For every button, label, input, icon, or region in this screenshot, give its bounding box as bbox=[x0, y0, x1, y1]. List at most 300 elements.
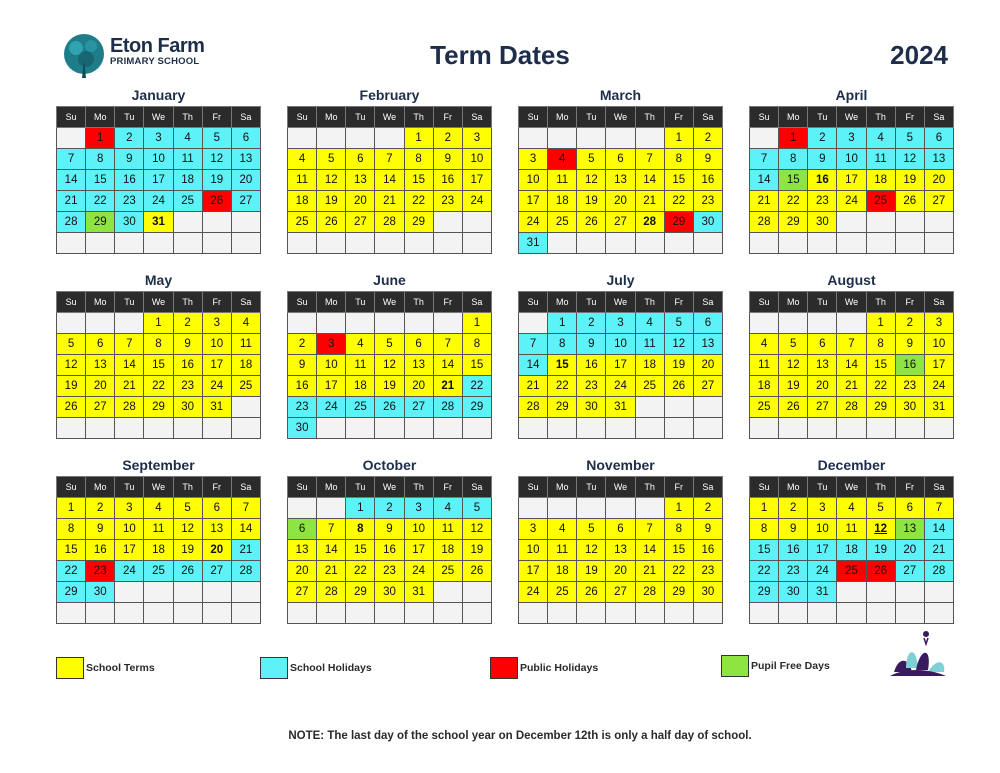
year-label: 2024 bbox=[890, 40, 948, 70]
empty-cell bbox=[173, 582, 202, 603]
day-cell: 7 bbox=[317, 519, 346, 540]
week-row bbox=[519, 233, 723, 254]
day-cell: 13 bbox=[288, 540, 317, 561]
day-cell: 25 bbox=[866, 191, 895, 212]
day-cell: 18 bbox=[750, 376, 779, 397]
empty-cell bbox=[837, 582, 866, 603]
empty-cell bbox=[577, 233, 606, 254]
day-cell: 27 bbox=[346, 212, 375, 233]
weekday-header: Su bbox=[519, 292, 548, 313]
day-cell: 28 bbox=[375, 212, 404, 233]
day-cell: 17 bbox=[317, 376, 346, 397]
empty-cell bbox=[837, 418, 866, 439]
weekday-header: Th bbox=[635, 107, 664, 128]
weekday-header: Su bbox=[57, 477, 86, 498]
day-cell: 30 bbox=[115, 212, 144, 233]
month-february bbox=[287, 84, 492, 254]
day-cell: 19 bbox=[317, 191, 346, 212]
empty-cell bbox=[635, 498, 664, 519]
empty-cell bbox=[895, 603, 924, 624]
empty-cell bbox=[404, 603, 433, 624]
day-cell: 30 bbox=[693, 212, 722, 233]
day-cell: 6 bbox=[693, 313, 722, 334]
weekday-header: Tu bbox=[115, 107, 144, 128]
empty-cell bbox=[173, 418, 202, 439]
month-table bbox=[749, 476, 954, 624]
day-cell: 5 bbox=[895, 128, 924, 149]
empty-cell bbox=[317, 603, 346, 624]
day-cell: 7 bbox=[115, 334, 144, 355]
day-cell: 27 bbox=[231, 191, 260, 212]
day-cell: 26 bbox=[317, 212, 346, 233]
day-cell: 21 bbox=[837, 376, 866, 397]
logo-subtitle: PRIMARY SCHOOL bbox=[110, 56, 200, 67]
weekday-header: Su bbox=[750, 107, 779, 128]
day-cell: 23 bbox=[375, 561, 404, 582]
day-cell: 7 bbox=[750, 149, 779, 170]
empty-cell bbox=[519, 603, 548, 624]
day-cell: 21 bbox=[317, 561, 346, 582]
day-cell: 6 bbox=[86, 334, 115, 355]
empty-cell bbox=[404, 418, 433, 439]
day-cell: 19 bbox=[779, 376, 808, 397]
day-cell: 29 bbox=[86, 212, 115, 233]
day-cell: 29 bbox=[346, 582, 375, 603]
day-cell: 25 bbox=[750, 397, 779, 418]
day-cell: 15 bbox=[346, 540, 375, 561]
day-cell: 3 bbox=[924, 313, 953, 334]
empty-cell bbox=[635, 397, 664, 418]
day-cell: 2 bbox=[895, 313, 924, 334]
day-cell: 8 bbox=[144, 334, 173, 355]
day-cell: 4 bbox=[231, 313, 260, 334]
day-cell: 27 bbox=[924, 191, 953, 212]
weekday-header: We bbox=[375, 477, 404, 498]
day-cell: 29 bbox=[664, 212, 693, 233]
weekday-header: Su bbox=[288, 292, 317, 313]
empty-cell bbox=[202, 212, 231, 233]
day-cell: 21 bbox=[57, 191, 86, 212]
day-cell: 2 bbox=[693, 498, 722, 519]
legend-label: Public Holidays bbox=[520, 662, 599, 674]
day-cell: 29 bbox=[462, 397, 491, 418]
day-cell: 30 bbox=[808, 212, 837, 233]
day-cell: 2 bbox=[375, 498, 404, 519]
empty-cell bbox=[693, 418, 722, 439]
weekday-header: Sa bbox=[462, 107, 491, 128]
week-row bbox=[519, 418, 723, 439]
empty-cell bbox=[866, 582, 895, 603]
empty-cell bbox=[924, 582, 953, 603]
weekday-header: Fr bbox=[895, 107, 924, 128]
weekday-header: Fr bbox=[433, 292, 462, 313]
day-cell: 31 bbox=[519, 233, 548, 254]
weekday-header: Tu bbox=[577, 477, 606, 498]
day-cell: 19 bbox=[866, 540, 895, 561]
day-cell: 29 bbox=[57, 582, 86, 603]
day-cell: 25 bbox=[635, 376, 664, 397]
weekday-header: Fr bbox=[895, 292, 924, 313]
weekday-header: Su bbox=[57, 107, 86, 128]
weekday-header: We bbox=[144, 107, 173, 128]
day-cell: 12 bbox=[577, 170, 606, 191]
empty-cell bbox=[462, 582, 491, 603]
day-cell: 1 bbox=[664, 498, 693, 519]
day-cell: 17 bbox=[837, 170, 866, 191]
day-cell: 30 bbox=[577, 397, 606, 418]
empty-cell bbox=[57, 128, 86, 149]
day-cell: 21 bbox=[115, 376, 144, 397]
empty-cell bbox=[519, 418, 548, 439]
day-cell: 23 bbox=[115, 191, 144, 212]
day-cell: 24 bbox=[317, 397, 346, 418]
weekday-header: Fr bbox=[664, 477, 693, 498]
day-cell: 6 bbox=[202, 498, 231, 519]
month-table bbox=[56, 291, 261, 439]
empty-cell bbox=[866, 603, 895, 624]
empty-cell bbox=[375, 233, 404, 254]
day-cell: 24 bbox=[144, 191, 173, 212]
legend-swatch bbox=[490, 657, 518, 679]
empty-cell bbox=[548, 418, 577, 439]
day-cell: 10 bbox=[519, 540, 548, 561]
empty-cell bbox=[606, 603, 635, 624]
weekday-header: Th bbox=[866, 107, 895, 128]
month-title: September bbox=[122, 457, 195, 473]
day-cell: 9 bbox=[86, 519, 115, 540]
empty-cell bbox=[375, 128, 404, 149]
day-cell: 3 bbox=[462, 128, 491, 149]
day-cell: 23 bbox=[577, 376, 606, 397]
week-row bbox=[57, 561, 261, 582]
week-row bbox=[57, 212, 261, 233]
empty-cell bbox=[375, 603, 404, 624]
empty-cell bbox=[346, 603, 375, 624]
day-cell: 24 bbox=[837, 191, 866, 212]
legend-swatch bbox=[260, 657, 288, 679]
day-cell: 24 bbox=[462, 191, 491, 212]
week-row bbox=[57, 582, 261, 603]
day-cell: 5 bbox=[664, 313, 693, 334]
day-cell: 3 bbox=[837, 128, 866, 149]
day-cell: 5 bbox=[577, 149, 606, 170]
day-cell: 12 bbox=[866, 519, 895, 540]
empty-cell bbox=[808, 418, 837, 439]
day-cell: 17 bbox=[519, 561, 548, 582]
day-cell: 5 bbox=[866, 498, 895, 519]
page-title: Term Dates bbox=[430, 40, 570, 70]
day-cell: 19 bbox=[895, 170, 924, 191]
empty-cell bbox=[779, 313, 808, 334]
day-cell: 27 bbox=[895, 561, 924, 582]
empty-cell bbox=[519, 128, 548, 149]
day-cell: 22 bbox=[462, 376, 491, 397]
empty-cell bbox=[346, 418, 375, 439]
day-cell: 20 bbox=[606, 191, 635, 212]
day-cell: 8 bbox=[57, 519, 86, 540]
day-cell: 22 bbox=[750, 561, 779, 582]
day-cell: 9 bbox=[895, 334, 924, 355]
day-cell: 28 bbox=[519, 397, 548, 418]
empty-cell bbox=[288, 498, 317, 519]
weekday-header: Th bbox=[635, 292, 664, 313]
day-cell: 14 bbox=[433, 355, 462, 376]
week-row bbox=[288, 418, 492, 439]
day-cell: 13 bbox=[895, 519, 924, 540]
day-cell: 3 bbox=[808, 498, 837, 519]
empty-cell bbox=[231, 397, 260, 418]
day-cell: 15 bbox=[750, 540, 779, 561]
empty-cell bbox=[115, 582, 144, 603]
day-cell: 6 bbox=[606, 519, 635, 540]
day-cell: 25 bbox=[144, 561, 173, 582]
empty-cell bbox=[173, 212, 202, 233]
empty-cell bbox=[895, 418, 924, 439]
day-cell: 15 bbox=[664, 170, 693, 191]
day-cell: 18 bbox=[837, 540, 866, 561]
day-cell: 25 bbox=[433, 561, 462, 582]
empty-cell bbox=[635, 603, 664, 624]
day-cell: 4 bbox=[837, 498, 866, 519]
day-cell: 12 bbox=[895, 149, 924, 170]
day-cell: 27 bbox=[404, 397, 433, 418]
month-june bbox=[287, 269, 492, 439]
month-table bbox=[56, 106, 261, 254]
empty-cell bbox=[779, 418, 808, 439]
weekday-header: We bbox=[837, 107, 866, 128]
empty-cell bbox=[895, 233, 924, 254]
week-row bbox=[519, 603, 723, 624]
day-cell: 29 bbox=[750, 582, 779, 603]
day-cell: 18 bbox=[548, 561, 577, 582]
weekday-header: Sa bbox=[924, 107, 953, 128]
day-cell: 21 bbox=[750, 191, 779, 212]
week-row bbox=[519, 170, 723, 191]
month-january bbox=[56, 84, 261, 254]
day-cell: 16 bbox=[433, 170, 462, 191]
day-cell: 9 bbox=[433, 149, 462, 170]
empty-cell bbox=[606, 128, 635, 149]
day-cell: 30 bbox=[288, 418, 317, 439]
week-row bbox=[519, 376, 723, 397]
empty-cell bbox=[144, 233, 173, 254]
weekday-header: Mo bbox=[548, 292, 577, 313]
day-cell: 2 bbox=[693, 128, 722, 149]
day-cell: 14 bbox=[519, 355, 548, 376]
day-cell: 13 bbox=[231, 149, 260, 170]
day-cell: 28 bbox=[57, 212, 86, 233]
day-cell: 13 bbox=[808, 355, 837, 376]
day-cell: 20 bbox=[808, 376, 837, 397]
weekday-header: Fr bbox=[664, 107, 693, 128]
day-cell: 20 bbox=[202, 540, 231, 561]
day-cell: 19 bbox=[57, 376, 86, 397]
day-cell: 14 bbox=[635, 170, 664, 191]
week-row bbox=[57, 519, 261, 540]
day-cell: 4 bbox=[548, 519, 577, 540]
day-cell: 18 bbox=[173, 170, 202, 191]
empty-cell bbox=[57, 313, 86, 334]
day-cell: 9 bbox=[288, 355, 317, 376]
day-cell: 11 bbox=[231, 334, 260, 355]
day-cell: 29 bbox=[779, 212, 808, 233]
day-cell: 25 bbox=[837, 561, 866, 582]
weekday-header: We bbox=[606, 477, 635, 498]
month-may bbox=[56, 269, 261, 439]
day-cell: 26 bbox=[866, 561, 895, 582]
empty-cell bbox=[635, 233, 664, 254]
weekday-header: Tu bbox=[115, 477, 144, 498]
day-cell: 11 bbox=[173, 149, 202, 170]
day-cell: 1 bbox=[144, 313, 173, 334]
month-september bbox=[56, 454, 261, 624]
day-cell: 2 bbox=[577, 313, 606, 334]
empty-cell bbox=[433, 313, 462, 334]
day-cell: 27 bbox=[606, 212, 635, 233]
week-row bbox=[519, 313, 723, 334]
day-cell: 21 bbox=[519, 376, 548, 397]
day-cell: 14 bbox=[750, 170, 779, 191]
empty-cell bbox=[86, 418, 115, 439]
empty-cell bbox=[202, 418, 231, 439]
weekday-header: Sa bbox=[231, 477, 260, 498]
legend-school-terms bbox=[56, 656, 155, 680]
day-cell: 12 bbox=[375, 355, 404, 376]
day-cell: 13 bbox=[202, 519, 231, 540]
day-cell: 7 bbox=[519, 334, 548, 355]
week-row bbox=[57, 334, 261, 355]
weekday-header: Th bbox=[173, 107, 202, 128]
day-cell: 18 bbox=[433, 540, 462, 561]
week-row bbox=[519, 561, 723, 582]
week-row bbox=[750, 561, 954, 582]
day-cell: 31 bbox=[808, 582, 837, 603]
day-cell: 15 bbox=[664, 540, 693, 561]
day-cell: 4 bbox=[750, 334, 779, 355]
day-cell: 1 bbox=[346, 498, 375, 519]
day-cell: 1 bbox=[404, 128, 433, 149]
empty-cell bbox=[808, 233, 837, 254]
empty-cell bbox=[548, 498, 577, 519]
day-cell: 16 bbox=[173, 355, 202, 376]
day-cell: 4 bbox=[288, 149, 317, 170]
month-title: April bbox=[835, 87, 868, 103]
day-cell: 10 bbox=[837, 149, 866, 170]
week-row bbox=[288, 334, 492, 355]
day-cell: 4 bbox=[548, 149, 577, 170]
day-cell: 12 bbox=[779, 355, 808, 376]
day-cell: 28 bbox=[317, 582, 346, 603]
day-cell: 19 bbox=[202, 170, 231, 191]
day-cell: 5 bbox=[173, 498, 202, 519]
weekday-header: Sa bbox=[693, 107, 722, 128]
empty-cell bbox=[750, 418, 779, 439]
legend-public-holidays bbox=[490, 656, 598, 680]
day-cell: 6 bbox=[346, 149, 375, 170]
empty-cell bbox=[693, 397, 722, 418]
weekday-header: Th bbox=[173, 292, 202, 313]
weekday-header: We bbox=[144, 292, 173, 313]
decorative-leaves-icon bbox=[888, 628, 950, 678]
empty-cell bbox=[462, 212, 491, 233]
empty-cell bbox=[115, 233, 144, 254]
day-cell: 3 bbox=[317, 334, 346, 355]
weekday-header: Su bbox=[750, 477, 779, 498]
empty-cell bbox=[606, 233, 635, 254]
day-cell: 17 bbox=[606, 355, 635, 376]
empty-cell bbox=[837, 212, 866, 233]
weekday-header: Fr bbox=[433, 107, 462, 128]
day-cell: 15 bbox=[866, 355, 895, 376]
day-cell: 16 bbox=[115, 170, 144, 191]
day-cell: 18 bbox=[144, 540, 173, 561]
day-cell: 5 bbox=[57, 334, 86, 355]
empty-cell bbox=[664, 603, 693, 624]
legend-swatch bbox=[721, 655, 749, 677]
day-cell: 6 bbox=[808, 334, 837, 355]
week-row bbox=[288, 313, 492, 334]
day-cell: 15 bbox=[57, 540, 86, 561]
weekday-header: Mo bbox=[548, 477, 577, 498]
weekday-header: We bbox=[837, 292, 866, 313]
empty-cell bbox=[288, 128, 317, 149]
week-row bbox=[750, 149, 954, 170]
day-cell: 22 bbox=[664, 191, 693, 212]
empty-cell bbox=[837, 603, 866, 624]
empty-cell bbox=[606, 418, 635, 439]
day-cell: 28 bbox=[750, 212, 779, 233]
day-cell: 29 bbox=[664, 582, 693, 603]
week-row bbox=[750, 191, 954, 212]
day-cell: 2 bbox=[288, 334, 317, 355]
day-cell: 16 bbox=[693, 540, 722, 561]
week-row bbox=[519, 355, 723, 376]
week-row bbox=[288, 233, 492, 254]
empty-cell bbox=[750, 313, 779, 334]
day-cell: 27 bbox=[86, 397, 115, 418]
day-cell: 8 bbox=[866, 334, 895, 355]
empty-cell bbox=[866, 418, 895, 439]
week-row bbox=[750, 582, 954, 603]
empty-cell bbox=[115, 418, 144, 439]
day-cell: 27 bbox=[288, 582, 317, 603]
day-cell: 12 bbox=[173, 519, 202, 540]
weekday-header: Tu bbox=[808, 477, 837, 498]
weekday-header: Fr bbox=[202, 477, 231, 498]
day-cell: 17 bbox=[924, 355, 953, 376]
weekday-header: Mo bbox=[779, 292, 808, 313]
day-cell: 19 bbox=[577, 191, 606, 212]
day-cell: 29 bbox=[548, 397, 577, 418]
day-cell: 30 bbox=[375, 582, 404, 603]
empty-cell bbox=[548, 233, 577, 254]
week-row bbox=[750, 334, 954, 355]
day-cell: 7 bbox=[837, 334, 866, 355]
week-row bbox=[750, 540, 954, 561]
day-cell: 12 bbox=[202, 149, 231, 170]
day-cell: 23 bbox=[808, 191, 837, 212]
day-cell: 23 bbox=[433, 191, 462, 212]
week-row bbox=[288, 397, 492, 418]
day-cell: 13 bbox=[606, 170, 635, 191]
empty-cell bbox=[837, 233, 866, 254]
day-cell: 14 bbox=[635, 540, 664, 561]
day-cell: 5 bbox=[462, 498, 491, 519]
empty-cell bbox=[895, 212, 924, 233]
empty-cell bbox=[144, 418, 173, 439]
day-cell: 18 bbox=[635, 355, 664, 376]
day-cell: 20 bbox=[404, 376, 433, 397]
